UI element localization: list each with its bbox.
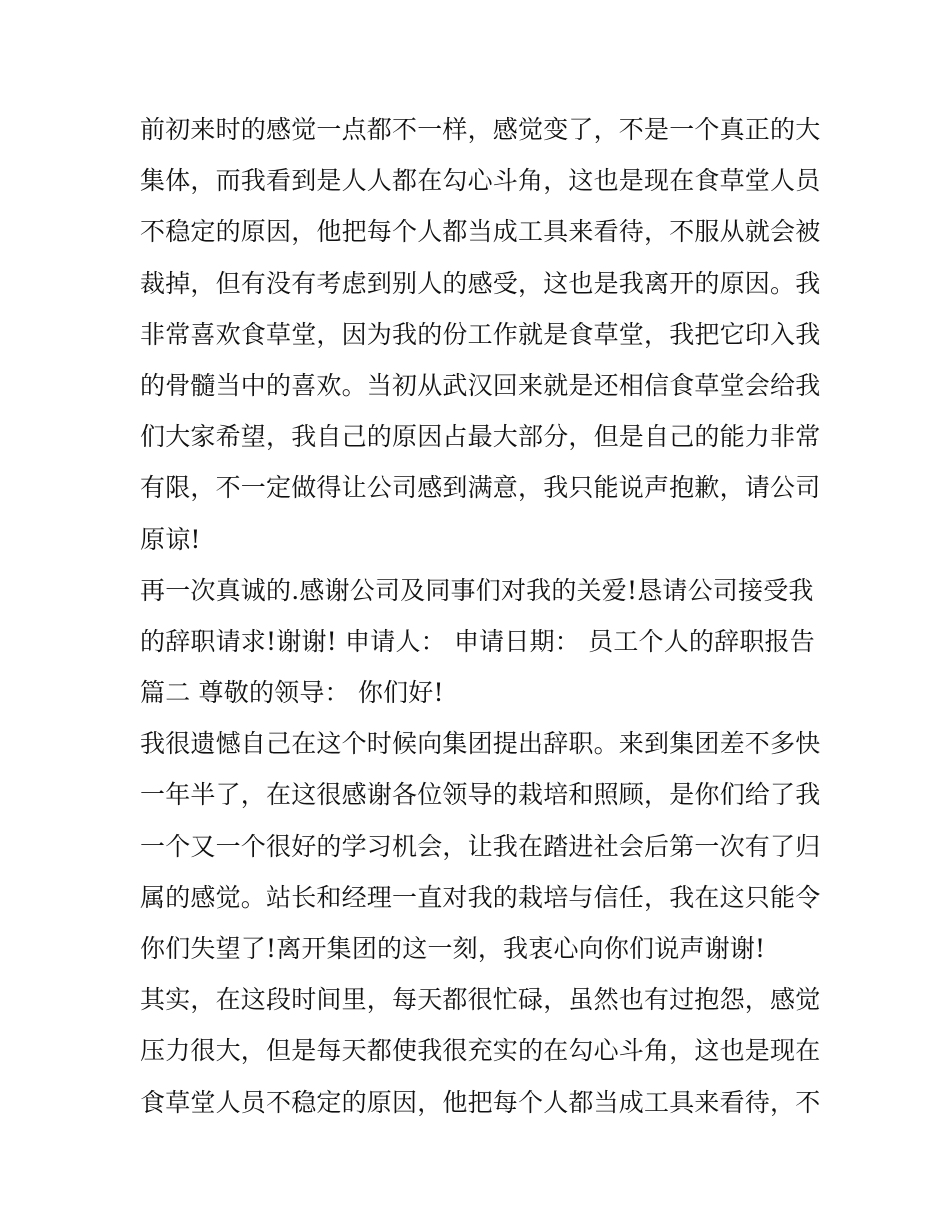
text-line: 一年半了，在这很感谢各位领导的栽培和照顾，是你们给了我: [140, 780, 821, 810]
text-line: 再一次真诚的.感谢公司及同事们对我的关爱!恳请公司接受我: [140, 575, 814, 605]
text-line: 们大家希望，我自己的原因占最大部分，但是自己的能力非常: [140, 422, 821, 452]
text-line: 有限，不一定做得让公司感到满意，我只能说声抱歉，请公司: [140, 473, 821, 503]
text-line: 篇二 尊敬的领导： 你们好!: [140, 678, 444, 708]
text-line: 我很遗憾自己在这个时候向集团提出辞职。来到集团差不多快: [140, 729, 821, 759]
text-line: 一个又一个很好的学习机会，让我在踏进社会后第一次有了归: [140, 831, 821, 861]
text-line: 非常喜欢食草堂，因为我的份工作就是食草堂，我把它印入我: [140, 319, 821, 349]
text-line: 裁掉，但有没有考虑到别人的感受，这也是我离开的原因。我: [140, 268, 821, 298]
text-line: 你们失望了!离开集团的这一刻，我衷心向你们说声谢谢!: [140, 934, 766, 963]
text-line: 食草堂人员不稳定的原因，他把每个人都当成工具来看待，不: [140, 1087, 821, 1117]
text-line: 的骨髓当中的喜欢。当初从武汉回来就是还相信食草堂会给我: [140, 370, 821, 400]
document-body: [140, 104, 820, 1128]
text-line: 其实，在这段时间里，每天都很忙碌，虽然也有过抱怨，感觉: [140, 985, 821, 1015]
text-line: 前初来时的感觉一点都不一样，感觉变了，不是一个真正的大: [140, 115, 821, 144]
text-line: 原谅!: [140, 524, 201, 554]
text-line: 压力很大，但是每天都使我很充实的在勾心斗角，这也是现在: [140, 1036, 821, 1066]
text-line: 属的感觉。站长和经理一直对我的栽培与信任，我在这只能令: [140, 882, 821, 912]
text-line: 不稳定的原因，他把每个人都当成工具来看待，不服从就会被: [140, 217, 821, 247]
text-line: 集体，而我看到是人人都在勾心斗角，这也是现在食草堂人员: [140, 166, 821, 196]
text-line: 的辞职请求!谢谢! 申请人： 申请日期： 员工个人的辞职报告: [140, 626, 815, 656]
